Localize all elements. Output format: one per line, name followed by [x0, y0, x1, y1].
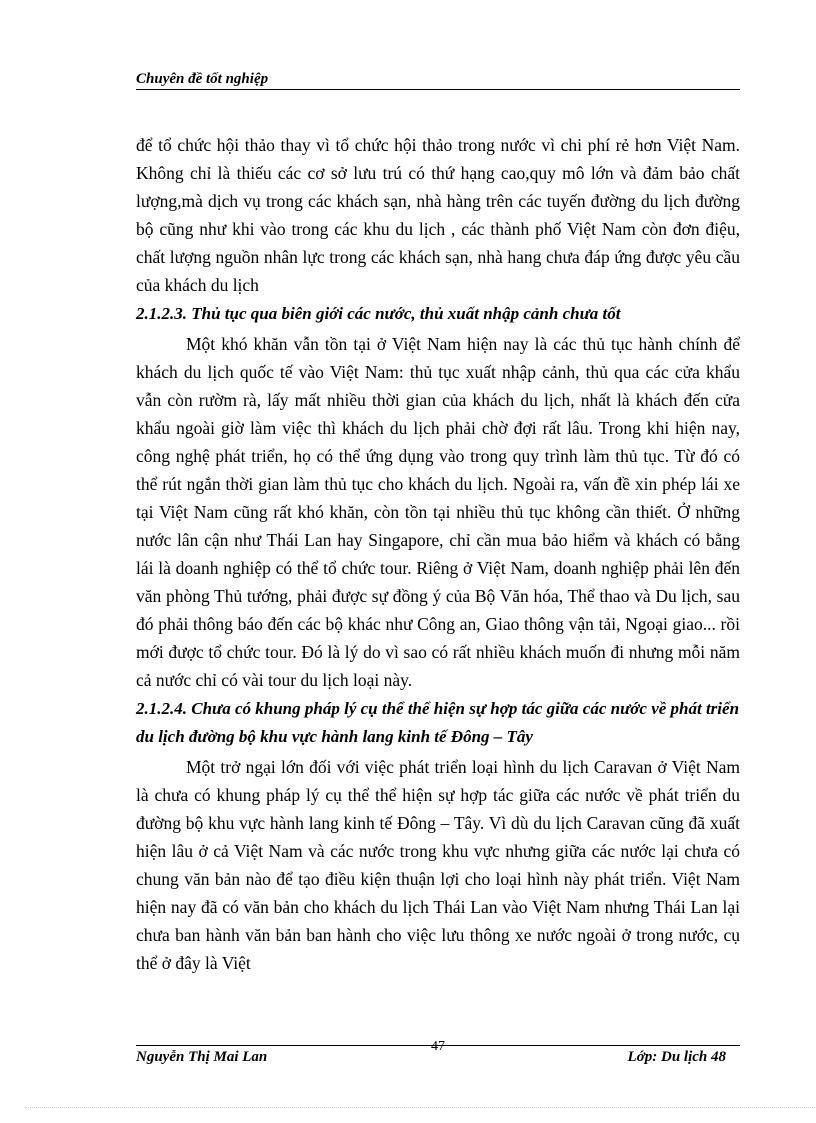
paragraph-continued: để tổ chức hội thảo thay vì tổ chức hội thảo trong nước vì chi phí rẻ hơn Việt Nam. Không chỉ là thiếu các cơ sở lưu trú có thứ hạng cao,quy mô lớn và đảm bảo chất lượng,mà dịch vụ trong các khách sạn, nhà hàng trên các tuyến đường du lịch đường bộ cũng như khi vào trong các khu du lịch , các thành phố Việt Nam còn đơn điệu, chất lượng nguồn nhân lực trong các khách sạn, nhà hang chưa đáp ứng được yêu cầu của khách du lịch [136, 135, 740, 295]
paragraph-border-procedures: Một khó khăn vẫn tồn tại ở Việt Nam hiện nay là các thủ tục hành chính để khách du lịch quốc tế vào Việt Nam: thủ tục xuất nhập cảnh, thủ qua các cửa khẩu vẫn còn rườm rà, lấy mất nhiều thời gian của khách du lịch, nhất là khách đến cửa khẩu ngoài giờ làm việc thì khách du lịch phải chờ đợi rất lâu. Trong khi hiện nay, công nghệ phát triển, họ có thể ứng dụng vào trong quy trình làm thủ tục. Từ đó có thể rút ngắn thời gian làm thủ tục cho khách du lịch. Ngoài ra, vấn đề xin phép lái xe tại Việt Nam cũng rất khó khăn, còn tồn tại nhiều thủ tục không cần thiết. Ở những nước lân cận như Thái Lan hay Singapore, chỉ cần mua bảo hiểm và khách có bằng lái là doanh nghiệp có thể tổ chức tour. Riêng ở Việt Nam, doanh nghiệp phải lên đến văn phòng Thủ tướng, phải được sự đồng ý của Bộ Văn hóa, Thể thao và Du lịch, sau đó phải thông báo đến các bộ khác như Công an, Giao thông vận tải, Ngoại giao... rồi mới được tổ chức tour. Đó là lý do vì sao có rất nhiều khách muốn đi nhưng mỗi năm cả nước chỉ có vài tour du lịch loại này. [136, 334, 740, 690]
paragraph-legal-framework: Một trở ngại lớn đối với việc phát triển loại hình du lịch Caravan ở Việt Nam là chưa có khung pháp lý cụ thể thể hiện sự hợp tác giữa các nước về phát triển du đường bộ khu vực hành lang kinh tế Đông – Tây. Vì dù du lịch Caravan cũng đã xuất hiện lâu ở cả Việt Nam và các nước trong khu vực nhưng giữa các nước lại chưa có chung văn bản nào để tạo điều kiện thuận lợi cho loại hình này phát triển. Việt Nam hiện nay đã có văn bản cho khách du lịch Thái Lan vào Việt Nam nhưng Thái Lan lại chưa ban hành văn bản ban hành cho việc lưu thông xe nước ngoài ở trong nước, cụ thể ở đây là Việt [136, 757, 740, 973]
footer-class: Lớp: Du lịch 48 [627, 1049, 726, 1065]
header-title: Chuyên đề tốt nghiệp [136, 71, 269, 87]
section-heading-2-1-2-4: 2.1.2.4. Chưa có khung pháp lý cụ thể thể hiện sự hợp tác giữa các nước về phát triển du lịch đường bộ khu vực hành lang kinh tế Đông – Tây [136, 699, 740, 746]
footer-author: Nguyễn Thị Mai Lan [136, 1049, 268, 1065]
section-heading-2-1-2-3: 2.1.2.3. Thủ tục qua biên giới các nước, thủ xuất nhập cảnh chưa tốt [136, 304, 621, 323]
page-edge-divider [25, 1107, 815, 1108]
page-content [136, 131, 740, 977]
running-header [136, 70, 740, 90]
page-number: 47 [431, 1039, 445, 1054]
page-footer [136, 1039, 740, 1068]
